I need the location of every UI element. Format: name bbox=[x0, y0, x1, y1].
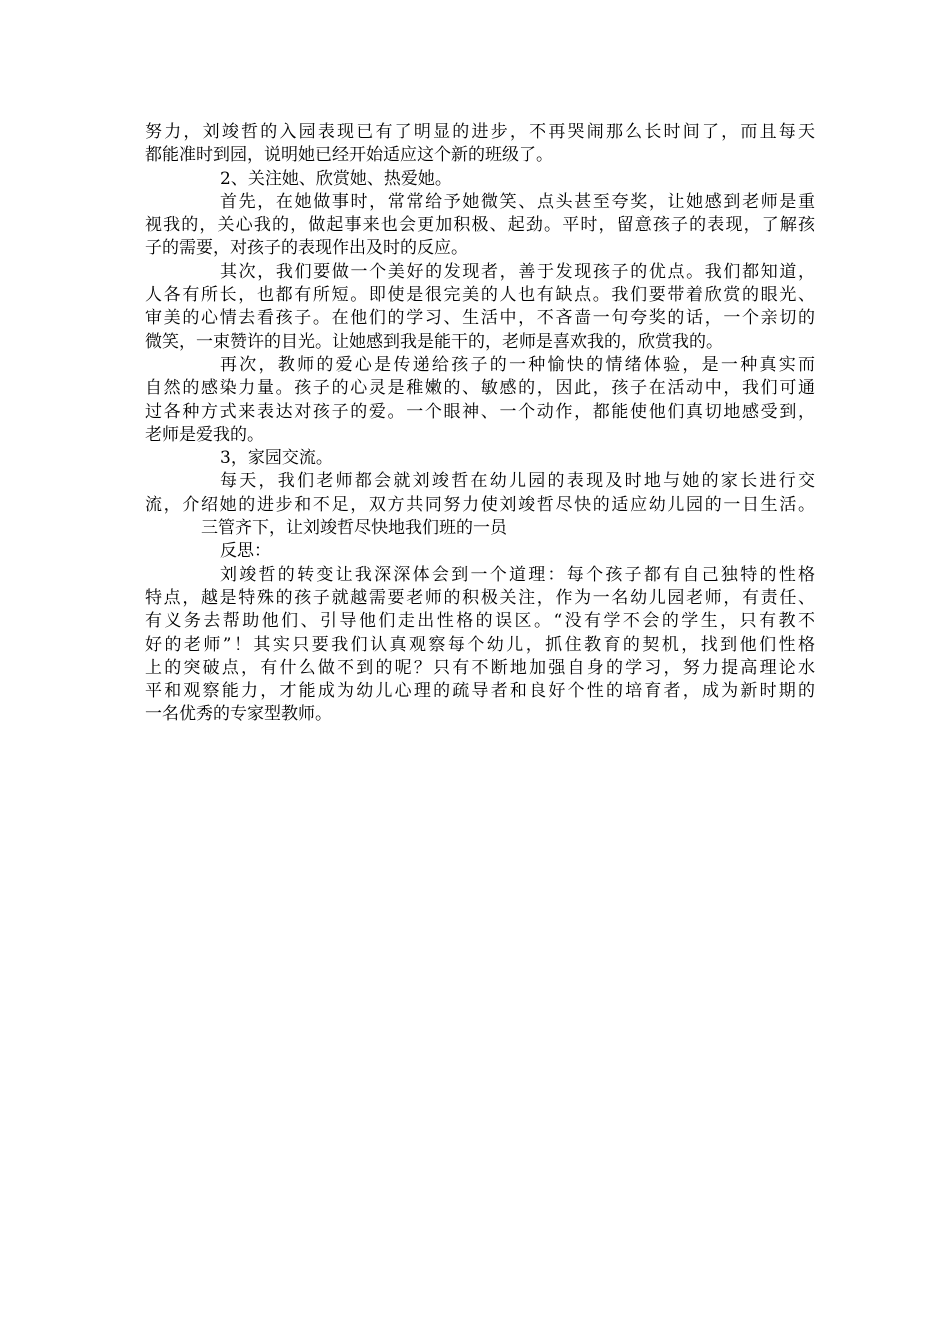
section-heading: 2、关注她、欣赏她、热爱她。 bbox=[220, 168, 452, 189]
text-line: 有义务去帮助他们、引导他们走出性格的误区。“没有学不会的学生，只有教不 bbox=[145, 611, 815, 632]
text-line: 微笑，一束赞许的目光。让她感到我是能干的，老师是喜欢我的，欣赏我的。 bbox=[145, 331, 723, 352]
text-line: 三管齐下，让刘竣哲尽快地我们班的一员 bbox=[201, 518, 507, 539]
section-heading: 反思： bbox=[220, 541, 271, 562]
text-line: 好的老师”！其实只要我们认真观察每个幼儿，抓住教育的契机，找到他们性格 bbox=[145, 634, 815, 655]
text-line: 老师是爱我的。 bbox=[145, 424, 264, 445]
text-line: 上的突破点，有什么做不到的呢？只有不断地加强自身的学习，努力提高理论水 bbox=[145, 657, 815, 678]
text-line: 审美的心情去看孩子。在他们的学习、生活中，不吝啬一句夸奖的话，一个亲切的 bbox=[145, 308, 815, 329]
text-line: 过各种方式来表达对孩子的爱。一个眼神、一个动作，都能使他们真切地感受到， bbox=[145, 401, 815, 422]
text-line: 都能准时到园，说明她已经开始适应这个新的班级了。 bbox=[145, 145, 553, 166]
text-line: 每天，我们老师都会就刘竣哲在幼儿园的表现及时地与她的家长进行交 bbox=[220, 471, 815, 492]
text-line: 特点，越是特殊的孩子就越需要老师的积极关注，作为一名幼儿园老师，有责任、 bbox=[145, 587, 815, 608]
text-line: 子的需要，对孩子的表现作出及时的反应。 bbox=[145, 238, 468, 259]
document-body bbox=[145, 121, 815, 727]
text-line: 首先，在她做事时，常常给予她微笑、点头甚至夸奖，让她感到老师是重 bbox=[220, 191, 815, 212]
text-line: 再次，教师的爱心是传递给孩子的一种愉快的情绪体验，是一种真实而 bbox=[220, 354, 815, 375]
text-line: 视我的，关心我的，做起事来也会更加积极、起劲。平时，留意孩子的表现，了解孩 bbox=[145, 215, 815, 236]
text-line: 其次，我们要做一个美好的发现者，善于发现孩子的优点。我们都知道， bbox=[220, 261, 815, 282]
text-line: 流，介绍她的进步和不足，双方共同努力使刘竣哲尽快的适应幼儿园的一日生活。 bbox=[145, 494, 815, 515]
text-line: 努力，刘竣哲的入园表现已有了明显的进步，不再哭闹那么长时间了，而且每天 bbox=[145, 122, 815, 142]
text-line: 人各有所长，也都有所短。即使是很完美的人也有缺点。我们要带着欣赏的眼光、 bbox=[145, 285, 815, 306]
text-line: 一名优秀的专家型教师。 bbox=[145, 704, 332, 725]
text-line: 平和观察能力，才能成为幼儿心理的疏导者和良好个性的培育者，成为新时期的 bbox=[145, 681, 815, 702]
text-line: 自然的感染力量。孩子的心灵是稚嫩的、敏感的，因此，孩子在活动中，我们可通 bbox=[145, 378, 815, 399]
text-line: 刘竣哲的转变让我深深体会到一个道理：每个孩子都有自己独特的性格 bbox=[220, 564, 815, 585]
section-heading: 3，家园交流。 bbox=[220, 448, 333, 469]
